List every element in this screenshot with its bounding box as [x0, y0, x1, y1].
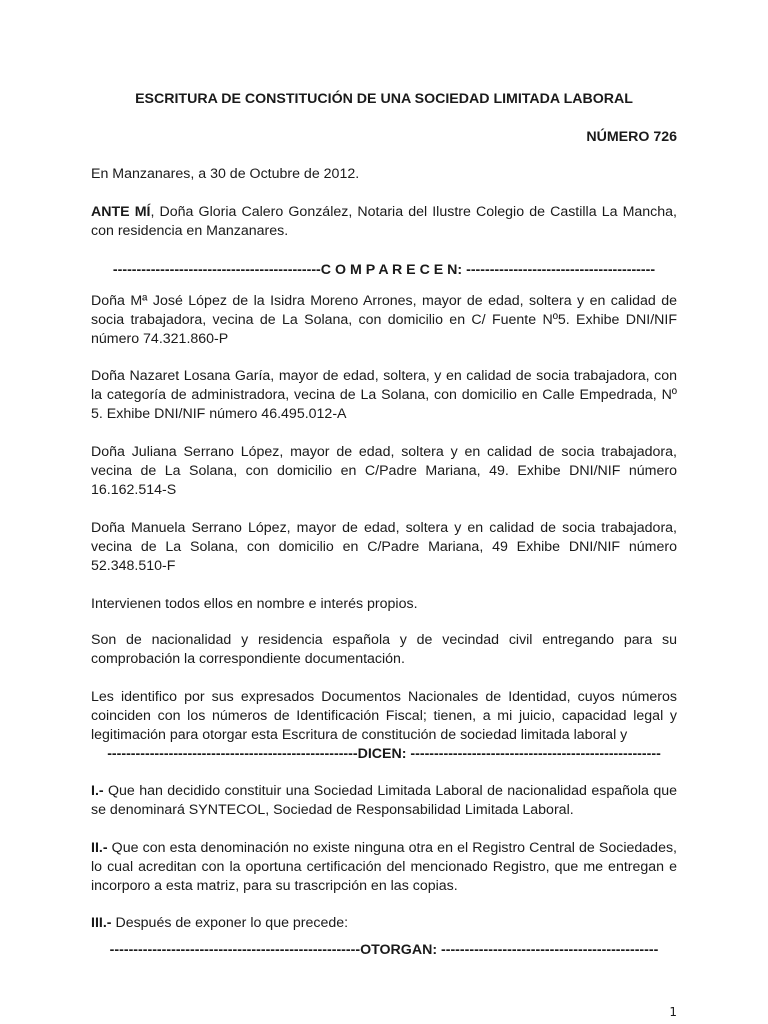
clause-iii: [91, 914, 677, 933]
page-number: 1: [669, 1005, 677, 1019]
ante-mi-paragraph: [91, 203, 677, 241]
otorgan-separator: -----------------------------------------------------OTORGAN: ----------------------------------------------: [109, 942, 659, 958]
place-date: En Manzanares, a 30 de Octubre de 2012.: [91, 166, 360, 182]
party-paragraph-4: Doña Manuela Serrano López, mayor de edad, soltera y en calidad de socia trabajadora, vecina de La Solana, con domicilio en C/Padre Mariana, 49 Exhibe DNI/NIF número 52.348.510-F: [91, 520, 677, 574]
dicen-separator: -----------------------------------------------------DICEN: -----------------------------------------------------: [107, 746, 661, 762]
clause-iii-text: Después de exponer lo que precede:: [111, 915, 349, 931]
ante-mi-text: , Doña Gloria Calero González, Notaria del Ilustre Colegio de Castilla La Mancha, con residencia en Manzanares.: [91, 204, 677, 239]
clause-i: [91, 782, 677, 820]
clause-ii-label: II.-: [91, 840, 108, 856]
clause-ii: [91, 839, 677, 896]
clause-ii-text: Que con esta denominación no existe ninguna otra en el Registro Central de Sociedades, lo cual acreditan con la oportuna certificación del mencionado Registro, que me entregan e incorporo a esta matriz, para su trascripción en las copias.: [91, 840, 677, 894]
party-paragraph-2: Doña Nazaret Losana Garía, mayor de edad, soltera, y en calidad de socia trabajadora, con la categoría de administradora, vecina de La Solana, con domicilio en Calle Empedrada, Nº 5. Exhibe DNI/NIF número 46.495.012-A: [91, 368, 677, 422]
party-paragraph-1: Doña Mª José López de la Isidra Moreno Arrones, mayor de edad, soltera y en calidad de socia trabajadora, vecina de La Solana, con domicilio en C/ Fuente Nº5. Exhibe DNI/NIF número 74.321.860-P: [91, 293, 677, 347]
document-title: ESCRITURA DE CONSTITUCIÓN DE UNA SOCIEDAD LIMITADA LABORAL: [135, 91, 633, 107]
nacionalidad-paragraph: Son de nacionalidad y residencia española y de vecindad civil entregando para su comprobación la correspondiente documentación.: [91, 632, 677, 667]
clause-iii-label: III.-: [91, 915, 112, 931]
clause-i-text: Que han decidido constituir una Sociedad Limitada Laboral de nacionalidad española que se denominará SYNTECOL, Sociedad de Responsabilidad Limitada Laboral.: [91, 783, 677, 818]
party-paragraph-3: Doña Juliana Serrano López, mayor de edad, soltera y en calidad de socia trabajadora, vecina de La Solana, con domicilio en C/Padre Mariana, 49. Exhibe DNI/NIF número 16.162.514-S: [91, 444, 677, 498]
document-number: NÚMERO 726: [586, 129, 677, 145]
ante-mi-label: ANTE MÍ: [91, 204, 151, 220]
intervienen-paragraph: Intervienen todos ellos en nombre e interés propios.: [91, 596, 418, 612]
identifico-paragraph: Les identifico por sus expresados Documentos Nacionales de Identidad, cuyos números coinciden con los números de Identificación Fiscal; tienen, a mi juicio, capacidad legal y legitimación para otorgar esta Escritura de constitución de sociedad limitada laboral y: [91, 689, 677, 743]
comparecen-separator: --------------------------------------------C O M P A R E C E N: ----------------------------------------: [112, 262, 656, 278]
clause-i-label: I.-: [91, 783, 104, 799]
